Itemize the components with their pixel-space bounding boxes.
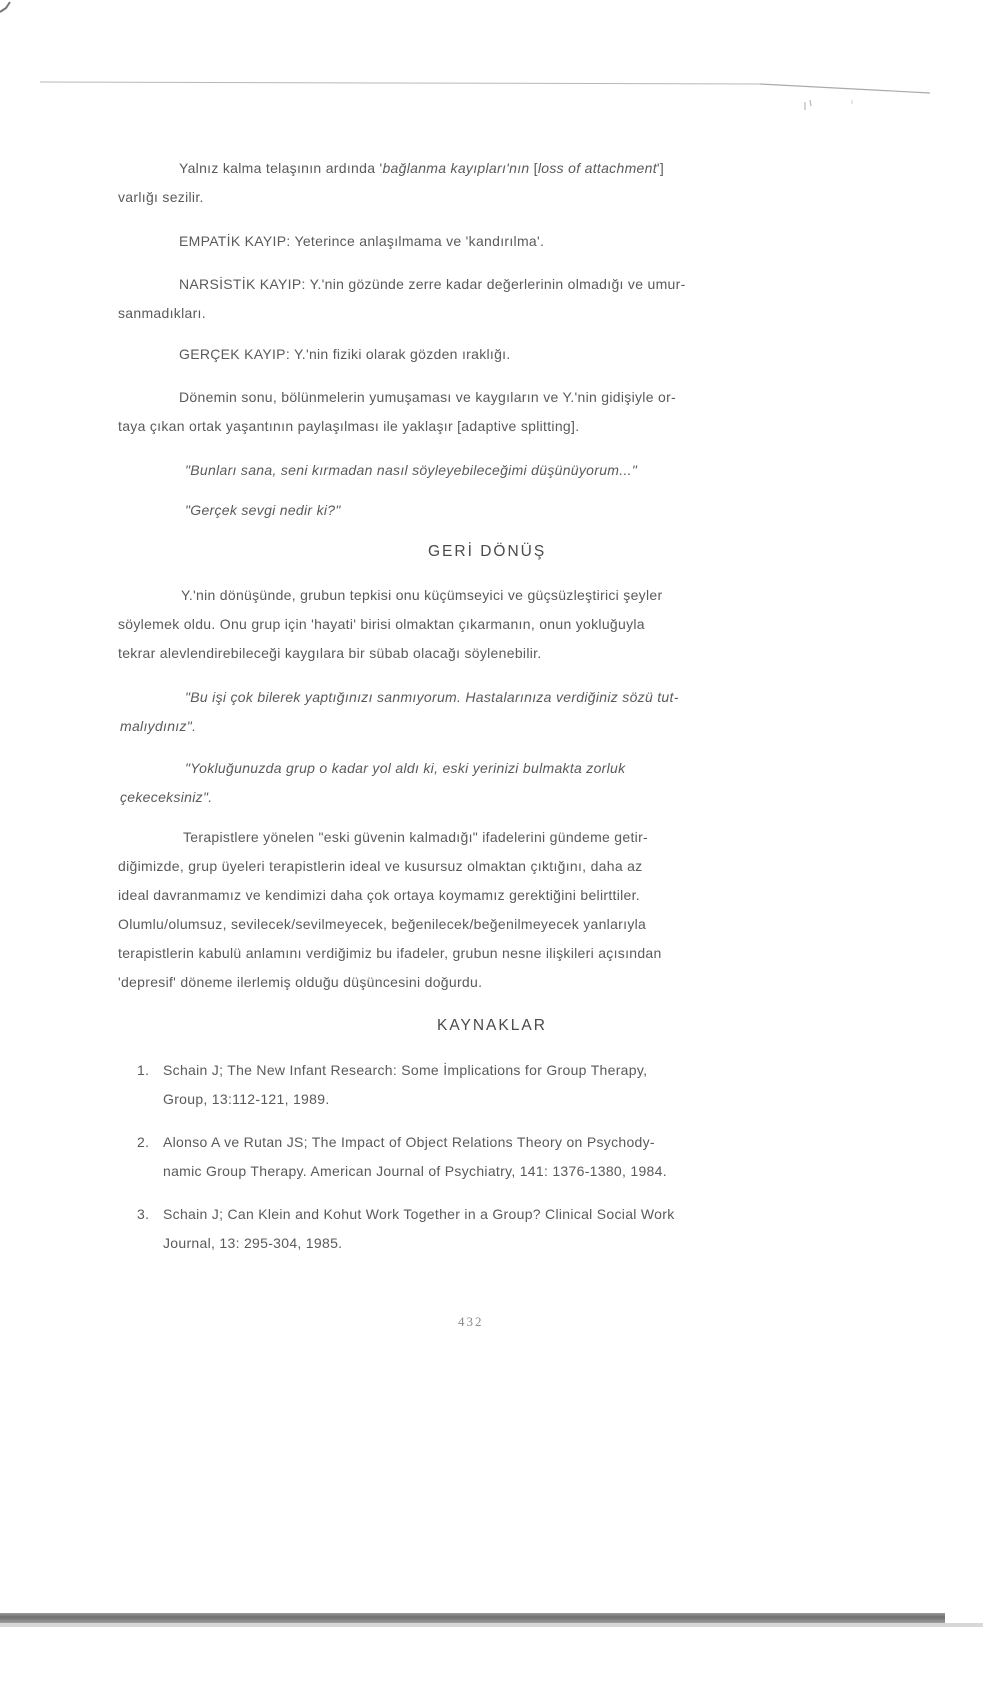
text-line: 'depresif' döneme ilerlemiş olduğu düşüncesini doğurdu. [118, 974, 483, 990]
quote-line: "Bunları sana, seni kırmadan nasıl söyleyebileceğimi düşünüyorum..." [185, 462, 638, 478]
reference-number: 1. [137, 1062, 150, 1078]
reference-number: 3. [137, 1206, 150, 1222]
text-line: taya çıkan ortak yaşantının paylaşılması ile yaklaşır [adaptive splitting]. [118, 418, 580, 434]
reference-line: Schain J; Can Klein and Kohut Work Together in a Group? Clinical Social Work [163, 1206, 675, 1222]
quote-line: malıydınız". [120, 718, 197, 734]
section-heading-kaynaklar: KAYNAKLAR [437, 1017, 547, 1034]
quote-line: "Yokluğunuzda grup o kadar yol aldı ki, eski yerinizi bulmakta zorluk [185, 760, 626, 776]
section-heading-geri-donus: GERİ DÖNÜŞ [428, 543, 547, 560]
text-line: terapistlerin kabulü anlamını verdiğimiz bu ifadeler, grubun nesne ilişkileri açısından [118, 945, 662, 961]
text-line: ideal davranmamız ve kendimizi daha çok ortaya koymamız gerektiğini belirttiler. [118, 887, 640, 903]
text-line: Y.'nin dönüşünde, grubun tepkisi onu küçümseyici ve güçsüzleştirici şeyler [181, 587, 663, 603]
text-line: sanmadıkları. [118, 305, 206, 321]
text-line: Dönemin sonu, bölünmelerin yumuşaması ve kaygıların ve Y.'nin gidişiyle or- [179, 389, 677, 405]
text-line: diğimizde, grup üyeleri terapistlerin ideal ve kusursuz olmaktan çıktığını, daha az [118, 858, 643, 874]
scan-top-rule [0, 0, 983, 110]
text-line: GERÇEK KAYIP: Y.'nin fiziki olarak gözden ıraklığı. [179, 346, 511, 362]
reference-line: Journal, 13: 295-304, 1985. [163, 1235, 343, 1251]
text-line: varlığı sezilir. [118, 189, 204, 205]
quote-line: "Gerçek sevgi nedir ki?" [185, 502, 341, 518]
scan-bottom-edge [0, 1613, 945, 1623]
text-line: Terapistlere yönelen "eski güvenin kalmadığı" ifadelerini gündeme getir- [183, 829, 649, 845]
reference-line: Alonso A ve Rutan JS; The Impact of Object Relations Theory on Psychody- [163, 1134, 655, 1150]
text-line: Yalnız kalma telaşının ardında 'bağlanma kayıpları'nın [loss of attachment'] [179, 160, 665, 176]
reference-line: Schain J; The New Infant Research: Some İmplications for Group Therapy, [163, 1062, 648, 1078]
text-line: Olumlu/olumsuz, sevilecek/sevilmeyecek, beğenilecek/beğenilmeyecek yanlarıyla [118, 916, 647, 932]
text-line: söylemek oldu. Onu grup için 'hayati' birisi olmaktan çıkarmanın, onun yokluğuyla [118, 616, 645, 632]
text-line: NARSİSTİK KAYIP: Y.'nin gözünde zerre kadar değerlerinin olmadığı ve umur- [179, 276, 686, 292]
quote-line: çekeceksiniz". [120, 789, 213, 805]
text-line: tekrar alevlendirebileceği kaygılara bir sübab olacağı söylenebilir. [118, 645, 542, 661]
scan-bottom-shadow [0, 1623, 983, 1627]
reference-line: Group, 13:112-121, 1989. [163, 1091, 330, 1107]
quote-line: "Bu işi çok bilerek yaptığınızı sanmıyorum. Hastalarınıza verdiğiniz sözü tut- [185, 689, 679, 705]
reference-number: 2. [137, 1134, 150, 1150]
reference-line: namic Group Therapy. American Journal of Psychiatry, 141: 1376-1380, 1984. [163, 1163, 667, 1179]
text-line: EMPATİK KAYIP: Yeterince anlaşılmama ve 'kandırılma'. [179, 233, 545, 249]
page-number: 432 [458, 1314, 484, 1329]
